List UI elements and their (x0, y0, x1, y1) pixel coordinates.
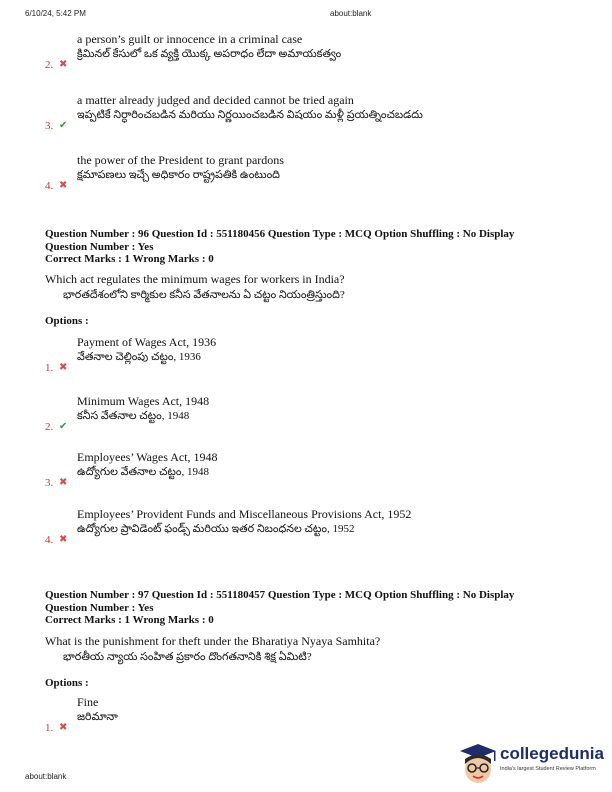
print-url: about:blank (330, 9, 372, 18)
option-number: 1. (45, 362, 54, 374)
option-text-te: క్రిమినల్ కేసులో ఒక వ్యక్తి యొక్క అపరాధం లేదా అమాయకత్వం (77, 48, 342, 60)
option-text-en: a person’s guilt or innocence in a criminal case (77, 32, 303, 46)
option-number: 3. (45, 120, 54, 132)
option-text-te: కనీస వేతనాల చట్టం, 1948 (77, 410, 190, 422)
logo-name: collegedunia (500, 744, 604, 763)
question-meta-line: Correct Marks : 1 Wrong Marks : 0 (45, 253, 214, 265)
student-mascot-icon (458, 742, 498, 786)
question-meta-line: Question Number : 97 Question Id : 551180457 Question Type : MCQ Option Shuffling : No Display (45, 589, 515, 601)
collegedunia-logo (458, 742, 608, 787)
option-number: 4. (45, 180, 54, 192)
option-number: 1. (45, 722, 54, 734)
question-meta-line: Correct Marks : 1 Wrong Marks : 0 (45, 614, 214, 626)
question-text-en: What is the punishment for theft under the Bharatiya Nyaya Samhita? (45, 634, 381, 648)
cross-icon: ✖ (59, 180, 68, 191)
print-datetime: 6/10/24, 5:42 PM (25, 9, 86, 18)
option-text-te: జరిమానా (77, 711, 118, 723)
option-number: 2. (45, 59, 54, 71)
question-97-text (45, 634, 380, 666)
cross-icon: ✖ (59, 477, 68, 488)
question-meta-line: Question Number : Yes (45, 240, 154, 253)
option-text-en: Minimum Wages Act, 1948 (77, 394, 210, 408)
question-text-te: భారతదేశంలోని కార్మికుల కనీస వేతనాలను ఏ చట్టం నియంత్రిస్తుంది? (63, 289, 345, 301)
cross-icon: ✖ (59, 59, 68, 70)
option-text-en: Employees’ Provident Funds and Miscellaneous Provisions Act, 1952 (77, 507, 412, 521)
option-text-te: ఇప్పటికే నిర్ధారించబడిన మరియు నిర్ణయించబడిన విషయం మళ్లీ ప్రయత్నించబడదు (77, 109, 423, 121)
option-text-te: ఉద్యోగుల వేతనాల చట్టం, 1948 (77, 466, 209, 478)
check-icon: ✔ (59, 120, 68, 131)
option-text-en: Fine (77, 695, 99, 709)
options-label: Options : (45, 315, 89, 327)
option-text-te: క్షమాపణలు ఇచ్చే అధికారం రాష్ట్రపతికి ఉంటుంది (77, 169, 280, 181)
question-text-te: భారతీయ న్యాయ సంహిత ప్రకారం దొంగతనానికి శిక్ష ఏమిటి? (63, 651, 312, 663)
option-text-en: the power of the President to grant pardons (77, 153, 284, 167)
option-text-te: ఉద్యోగుల ప్రావిడెంట్ ఫండ్స్ మరియు ఇతర నిబంధనల చట్టం, 1952 (77, 523, 355, 535)
options-label: Options : (45, 677, 89, 689)
cross-icon: ✖ (59, 362, 68, 373)
option-text-en: a matter already judged and decided cannot be tried again (77, 93, 354, 107)
option-text-en: Employees’ Wages Act, 1948 (77, 450, 218, 464)
question-meta-line: Question Number : 96 Question Id : 551180456 Question Type : MCQ Option Shuffling : No Display (45, 228, 515, 240)
logo-tagline: India's largest Student Review Platform (500, 766, 596, 772)
option-number: 3. (45, 477, 54, 489)
question-96-meta (45, 228, 514, 266)
footer-url: about:blank (25, 772, 67, 781)
question-text-en: Which act regulates the minimum wages for workers in India? (45, 272, 345, 286)
question-97-meta (45, 589, 514, 627)
question-96-text (45, 272, 345, 304)
check-icon: ✔ (59, 421, 68, 432)
option-text-te: వేతనాల చెల్లింపు చట్టం, 1936 (77, 351, 201, 363)
question-meta-line: Question Number : Yes (45, 601, 154, 614)
cross-icon: ✖ (59, 722, 68, 733)
option-number: 2. (45, 421, 54, 433)
cross-icon: ✖ (59, 534, 68, 545)
option-text-en: Payment of Wages Act, 1936 (77, 335, 217, 349)
option-number: 4. (45, 534, 54, 546)
